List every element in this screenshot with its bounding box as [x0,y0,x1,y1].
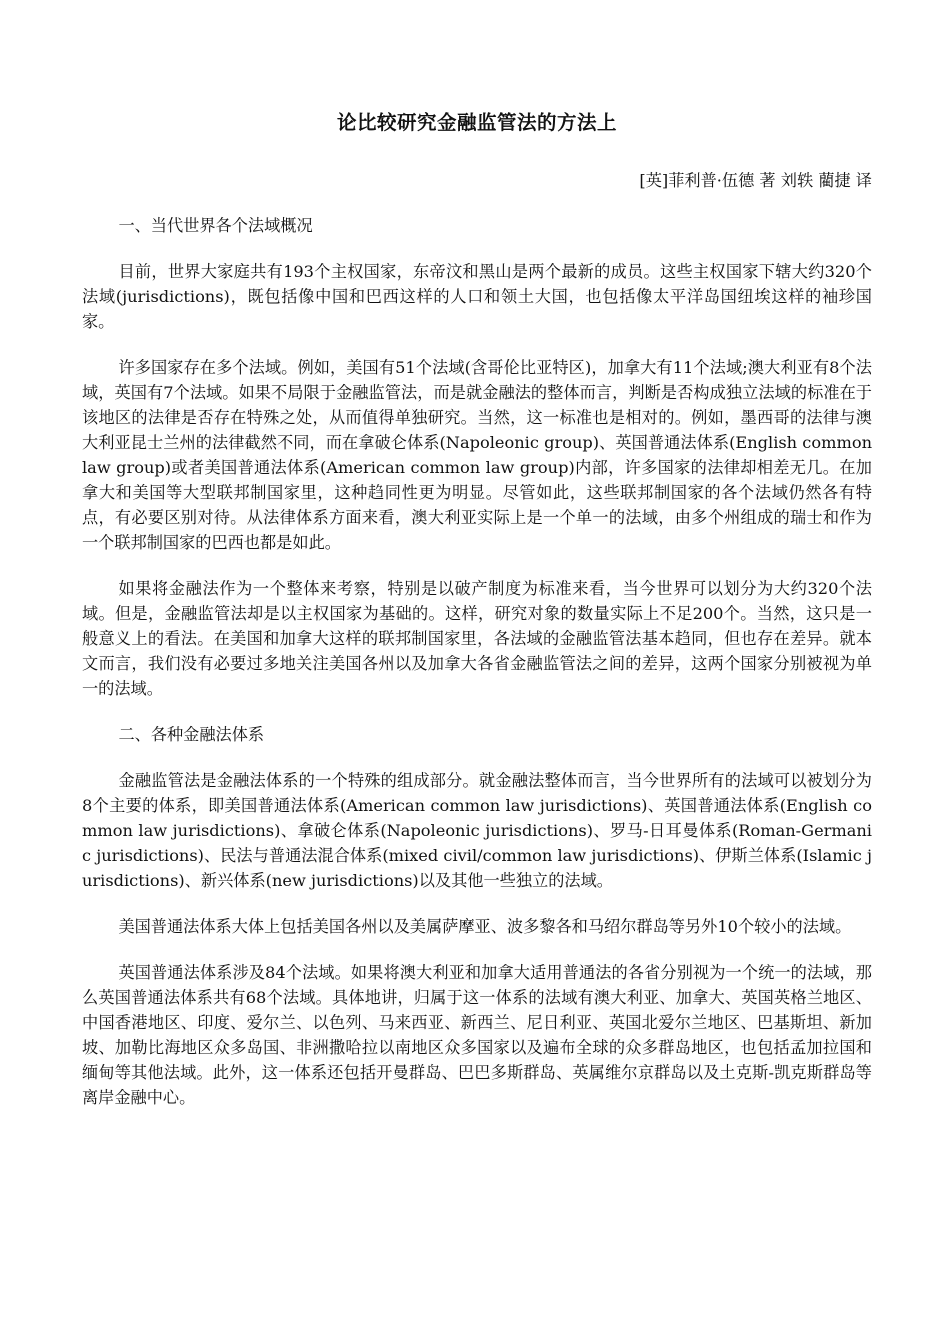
paragraph-6: 英国普通法体系涉及84个法域。如果将澳大利亚和加拿大适用普通法的各省分别视为一个统一的法域，那么英国普通法体系共有68个法域。具体地讲，归属于这一体系的法域有澳大利亚、加拿大、英国英格兰地区、中国香港地区、印度、爱尔兰、以色列、马来西亚、新西兰、尼日利亚、英国北爱尔兰地区、巴基斯坦、新加坡、加勒比海地区众多岛国、非洲撒哈拉以南地区众多国家以及遍布全球的众多群岛地区，也包括孟加拉国和缅甸等其他法域。此外，这一体系还包括开曼群岛、巴巴多斯群岛、英属维尔京群岛以及土克斯-凯克斯群岛等离岸金融中心。 [82,963,872,1107]
section-heading-2: 二、各种金融法体系 [118,725,265,744]
paragraph-5: 美国普通法体系大体上包括美国各州以及美属萨摩亚、波多黎各和马绍尔群岛等另外10个较小的法域。 [118,917,852,936]
paragraph-3: 如果将金融法作为一个整体来考察，特别是以破产制度为标准来看，当今世界可以划分为大约320个法域。但是，金融监管法却是以主权国家为基础的。这样，研究对象的数量实际上不足200个。当然，这只是一般意义上的看法。在美国和加拿大这样的联邦制国家里，各法域的金融监管法基本趋同，但也存在差异。就本文而言，我们没有必要过多地关注美国各州以及加拿大各省金融监管法之间的差异，这两个国家分别被视为单一的法域。 [82,579,872,698]
paragraph-2: 许多国家存在多个法域。例如，美国有51个法域(含哥伦比亚特区)，加拿大有11个法域;澳大利亚有8个法域，英国有7个法域。如果不局限于金融监管法，而是就金融法的整体而言，判断是否构成独立法域的标准在于该地区的法律是否存在特殊之处，从而值得单独研究。当然，这一标准也是相对的。例如，墨西哥的法律与澳大利亚昆士兰州的法律截然不同，而在拿破仑体系(Napoleonic group)、英国普通法体系(English common law group)或者美国普通法体系(American common law group)内部，许多国家的法律却相差无几。在加拿大和美国等大型联邦制国家里，这种趋同性更为明显。尽管如此，这些联邦制国家的各个法域仍然各有特点，有必要区别对待。从法律体系方面来看，澳大利亚实际上是一个单一的法域，由多个州组成的瑞士和作为一个联邦制国家的巴西也都是如此。 [82,358,872,552]
section-heading-1: 一、当代世界各个法域概况 [118,216,313,235]
author-translator-byline: [英]菲利普·伍德 著 刘轶 藺捷 译 [639,171,872,190]
paragraph-1: 目前，世界大家庭共有193个主权国家，东帝汶和黑山是两个最新的成员。这些主权国家下辖大约320个法域(jurisdictions)，既包括像中国和巴西这样的人口和领土大国，也包括像太平洋岛国纽埃这样的袖珍国家。 [82,262,872,331]
document-title: 论比较研究金融监管法的方法上 [336,111,617,134]
paragraph-4: 金融监管法是金融法体系的一个特殊的组成部分。就金融法整体而言，当今世界所有的法域可以被划分为8个主要的体系，即美国普通法体系(American common law jurisdictions)、英国普通法体系(English common law jurisdictions)、拿破仑体系(Napoleonic jurisdictions)、罗马-日耳曼体系(Roman-Germanic jurisdictions)、民法与普通法混合体系(mixed civil/common law jurisdictions)、伊斯兰体系(Islamic jurisdictions)、新兴体系(new jurisdictions)以及其他一些独立的法域。 [82,771,872,890]
document-page [82,108,872,1131]
